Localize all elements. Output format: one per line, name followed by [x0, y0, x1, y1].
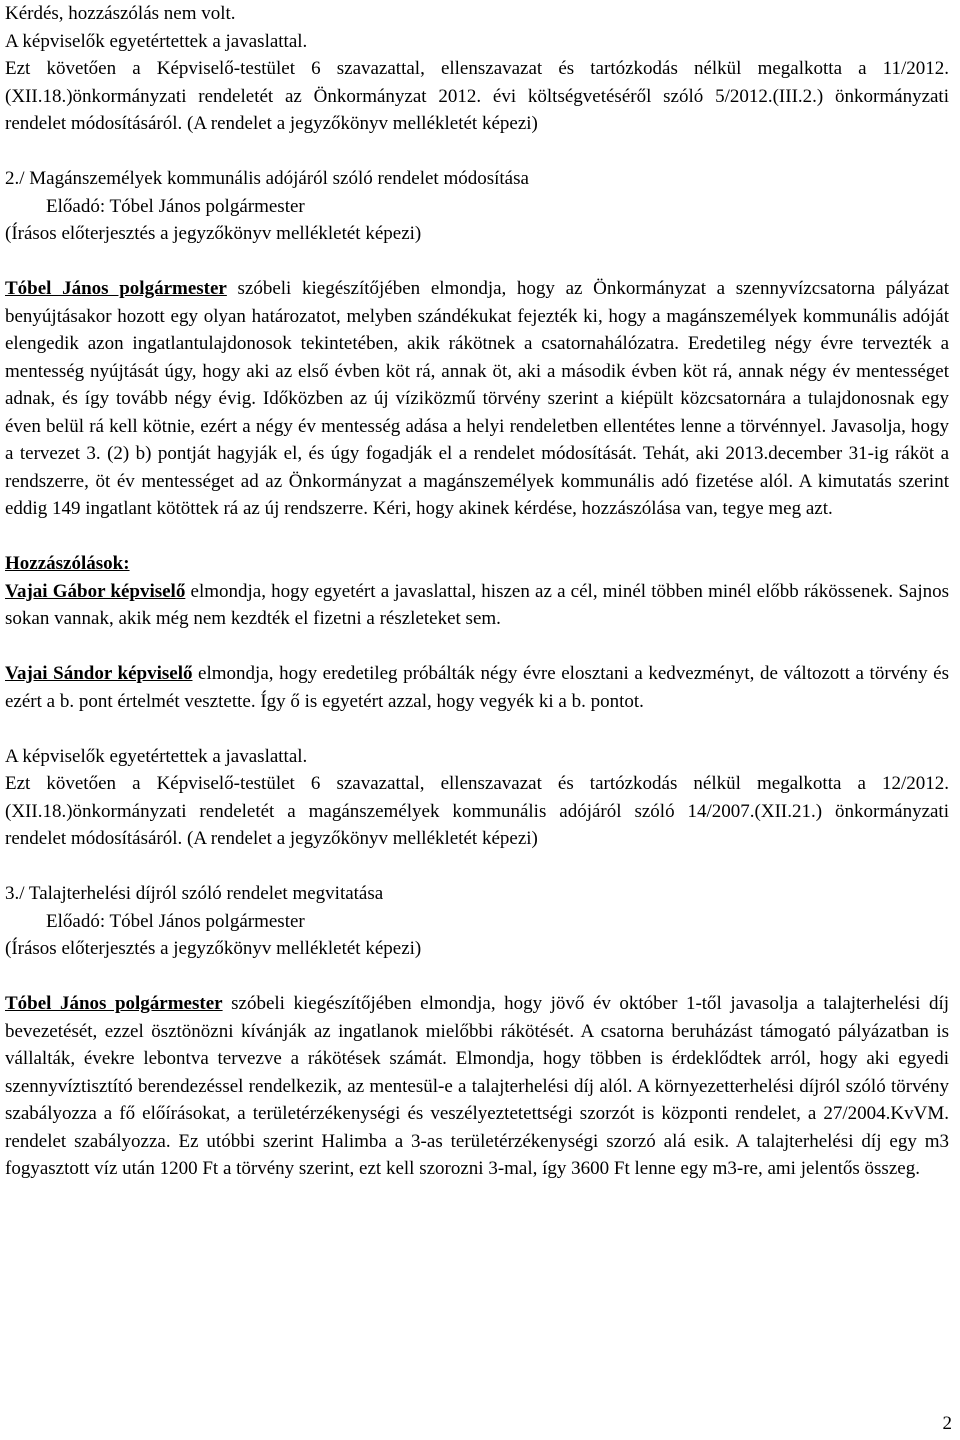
agreement-line: A képviselők egyetértettek a javaslattal.	[5, 745, 308, 767]
resolution-paragraph-1: Ezt követően a Képviselő-testület 6 szavazattal, ellenszavazat és tartózkodás nélkül megalkotta a 11/2012.(XII.18.)önkormányzati rendeletét az Önkormányzat 2012. évi költségvetéséről szóló 5/2012.(III.2.) önkormányzati rendelet módosításáról. (A rendelet a jegyzőkönyv mellékletét képezi)	[5, 58, 949, 134]
speech-text: szóbeli kiegészítőjében elmondja, hogy jövő év október 1-től javasolja a talajterhelési díj bevezetését, ezzel ösztönözni kívánják az ingatlanok mielőbbi rákötését. A csatorna beruházást támogató pályázatban is vállalták, évekre lebontva tervezve a rákötések számát. Elmondja, hogy többen is érdeklődtek arról, hogy aki egyedi szennyvíztisztító berendezéssel rendelkezik, az mentesül-e a talajterhelési díj alól. A környezetterhelési díjról szóló törvény szabályozza a fő előírásokat, a területérzékenységi és veszélyeztetettségi szorzót is központi rendelet, a 27/2004.KvVM. rendelet szabályozza. Ez utóbbi szerint Halimba a 3-as területérzékenységi szorzó alá esik. A talajterhelési díj egy m3 fogyasztott víz után 1200 Ft a törvény szerint, ezt kell szorozni 3-mal, így 3600 Ft lenne egy m3-re, ami jelentős összeg.	[5, 993, 949, 1179]
comments-heading: Hozzászólások:	[5, 553, 130, 574]
agreement-line: A képviselők egyetértettek a javaslattal.	[5, 30, 308, 52]
agenda-item-3-title: 3./ Talajterhelési díjról szóló rendelet megvitatása	[5, 883, 384, 904]
mayor-speech-paragraph	[5, 990, 949, 1183]
agenda-item-3-presenter: Előadó: Tóbel János polgármester	[46, 910, 305, 932]
speaker-name: Tóbel János polgármester	[5, 278, 227, 299]
agenda-item-2-attachment: (Írásos előterjesztés a jegyzőkönyv mellékletét képezi)	[5, 223, 422, 244]
document-page	[5, 0, 949, 1183]
speaker-name: Vajai Gábor képviselő	[5, 580, 186, 602]
comment-text: elmondja, hogy egyetért a javaslattal, hiszen az a cél, minél többen minél előbb rákössenek. Sajnos sokan vannak, akik még nem kezdték el fizetni a részleteket sem.	[5, 580, 949, 629]
comment-paragraph-2	[5, 660, 949, 715]
agenda-item-2-title: 2./ Magánszemélyek kommunális adójáról szóló rendelet módosítása	[5, 168, 529, 189]
agenda-item-2-presenter: Előadó: Tóbel János polgármester	[46, 195, 305, 217]
no-questions-line: Kérdés, hozzászólás nem volt.	[5, 3, 236, 24]
speaker-name: Tóbel János polgármester	[5, 993, 223, 1014]
comment-paragraph-1	[5, 578, 949, 633]
speaker-name: Vajai Sándor képviselő	[5, 663, 193, 684]
comment-text: elmondja, hogy eredetileg próbálták négy évre elosztani a kedvezményt, de változott a törvény és ezért a b. pont értelmét vesztette. Így ő is egyetért azzal, hogy vegyék ki a b. pontot.	[5, 663, 949, 712]
mayor-speech-paragraph	[5, 275, 949, 523]
resolution-paragraph-2: Ezt követően a Képviselő-testület 6 szavazattal, ellenszavazat és tartózkodás nélkül megalkotta a 12/2012.(XII.18.)önkormányzati rendeletét a magánszemélyek kommunális adójáról szóló 14/2007.(XII.21.) önkormányzati rendelet módosításáról. (A rendelet a jegyzőkönyv mellékletét képezi)	[5, 773, 949, 849]
agenda-item-3-attachment: (Írásos előterjesztés a jegyzőkönyv mellékletét képezi)	[5, 938, 422, 959]
speech-text: szóbeli kiegészítőjében elmondja, hogy az Önkormányzat a szennyvízcsatorna pályázat benyújtásakor hozott egy olyan határozatot, melyben szándékukat fejezték ki, hogy a magánszemélyek kommunális adóját elengedik azon ingatlantulajdonosok tekintetében, akik rákötnek a csatornahálózatra. Eredetileg négy évre tervezték a mentesség nyújtását úgy, hogy aki az első évben köt rá, annak öt, aki a második évben köt rá, annak négy év mentességet adnak, és így tovább négy évig. Időközben az új víziközmű törvény szerint a kiépült közcsatornára a tulajdonosnak egy éven belül rá kell kötnie, ezért a négy év mentesség adása a helyi rendeletben ellentétes lenne a törvénnyel. Javasolja, hogy a tervezet 3. (2) b) pontját hagyják el, és úgy fogadják el a rendelet módosítását. Tehát, aki 2013.december 31-ig ráköt a rendszerre, öt év mentességet ad az Önkormányzat a magánszemélyek kommunális adó fizetése alól. A kimutatás szerint eddig 149 ingatlant kötöttek rá az új rendszerre. Kéri, hogy akinek kérdése, hozzászólása van, tegye meg azt.	[5, 278, 949, 519]
page-number: 2	[942, 1412, 952, 1434]
